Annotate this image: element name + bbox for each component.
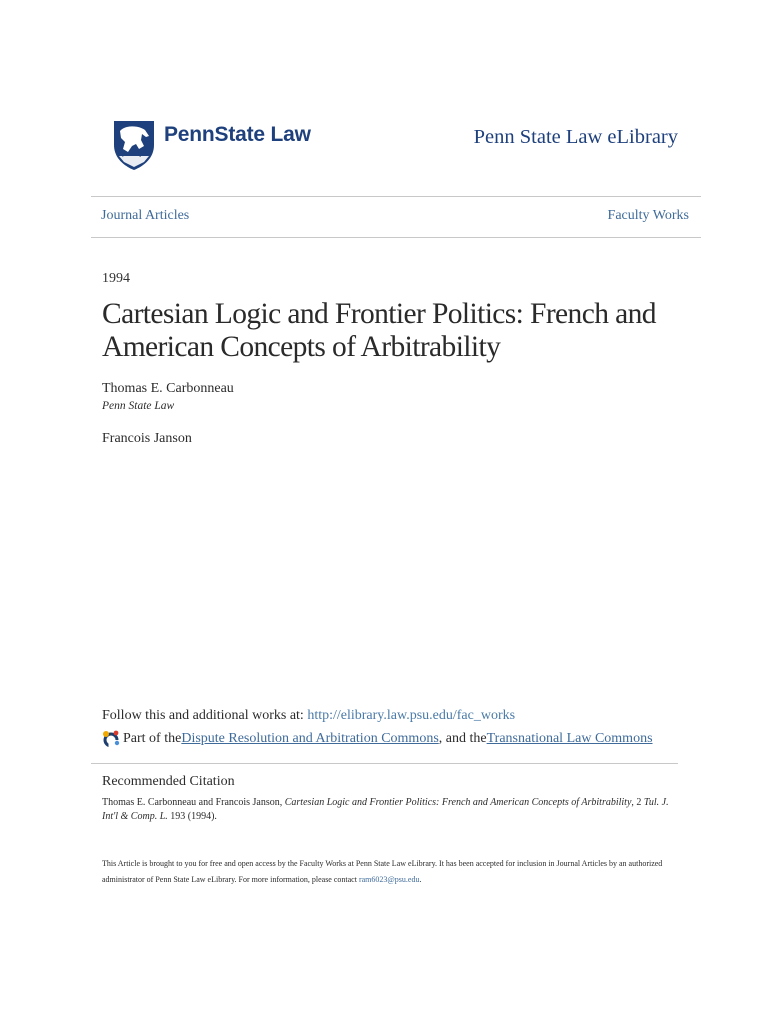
citation-title: Cartesian Logic and Frontier Politics: French and American Concepts of Arbitrability [284,797,632,808]
notice-text: This Article is brought to you for free and open access by the Faculty Works at Penn State Law eLibrary. It has been accepted for inclusion in Journal Articles by an authorized administrator of Penn State Law eLibrary. For more information, please contact [102,859,663,884]
article-title: Cartesian Logic and Frontier Politics: French and American Concepts of Arbitrability [102,298,656,363]
fac-works-url-link[interactable]: http://elibrary.law.psu.edu/fac_works [307,708,516,723]
citation-volume: , 2 [631,797,644,808]
citation-rest: 193 (1994). [167,811,217,822]
citation-text [102,796,677,824]
journal-articles-link[interactable]: Journal Articles [101,208,190,223]
author-affiliation: Penn State Law [102,400,175,412]
publication-year: 1994 [102,271,130,286]
network-commons-icon [101,729,121,749]
notice-end: . [419,875,422,884]
part-of-prefix: Part of the [123,731,182,746]
recommended-citation-heading: Recommended Citation [102,774,235,789]
dispute-resolution-commons-link[interactable]: Dispute Resolution and Arbitration Commons [181,731,439,746]
divider [91,763,678,764]
collection-nav [91,196,701,238]
part-of-middle: , and the [438,731,487,746]
open-access-notice [102,856,677,888]
logo-text: PennState Law [164,123,311,146]
transnational-law-commons-link[interactable]: Transnational Law Commons [486,731,653,746]
faculty-works-link[interactable]: Faculty Works [607,208,689,223]
author-name: Thomas E. Carbonneau [102,381,234,396]
part-of-line [101,729,653,749]
follow-line [102,708,515,724]
citation-authors: Thomas E. Carbonneau and Francois Janson, [102,797,285,808]
author-name-2: Francois Janson [102,431,192,446]
penn-state-law-logo[interactable] [111,119,311,171]
contact-email-link[interactable]: ram6023@psu.edu [358,875,420,884]
follow-text: Follow this and additional works at: [102,708,308,723]
nittany-lion-shield-icon [111,119,157,171]
elibrary-home-link[interactable]: Penn State Law eLibrary [473,126,678,148]
citation-journal: Tul. J. Int'l & Comp. L. [102,797,669,822]
